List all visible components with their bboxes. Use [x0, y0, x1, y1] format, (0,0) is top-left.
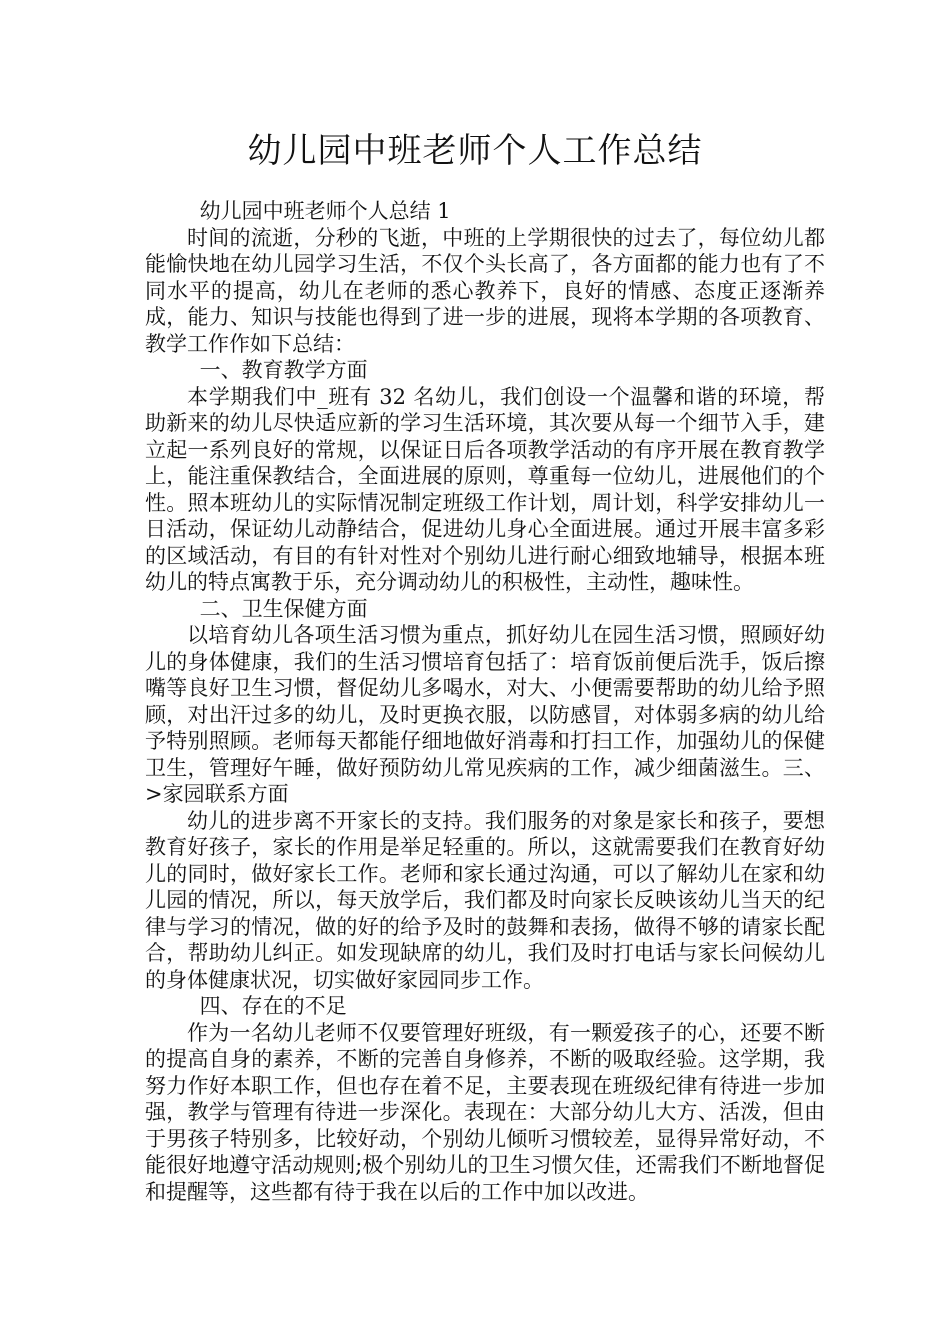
paragraph-health: 以培育幼儿各项生活习惯为重点，抓好幼儿在园生活习惯，照顾好幼儿的身体健康，我们的生活习惯培育包括了：培育饭前便后洗手，饭后擦嘴等良好卫生习惯，督促幼儿多喝水，对大、小便需要帮助的幼儿给予照顾，对出汗过多的幼儿，及时更换衣服，以防感冒，对体弱多病的幼儿给予特别照顾。老师每天都能仔细地做好消毒和打扫工作，加强幼儿的保健卫生，管理好午睡，做好预防幼儿常见疾病的工作，减少细菌滋生。三、>家园联系方面 [145, 623, 825, 806]
paragraph-family: 幼儿的进步离不开家长的支持。我们服务的对象是家长和孩子，要想教育好孩子，家长的作用是举足轻重的。所以，这就需要我们在教育好幼儿的同时，做好家长工作。老师和家长通过沟通，可以了解幼儿在家和幼儿园的情况，所以，每天放学后，我们都及时向家长反映该幼儿当天的纪律与学习的情况，做的好的给予及时的鼓舞和表扬，做得不够的请家长配合，帮助幼儿纠正。如发现缺席的幼儿，我们及时打电话与家长问候幼儿的身体健康状况，切实做好家园同步工作。 [145, 808, 825, 992]
document-body [145, 198, 825, 1205]
paragraph-teaching: 本学期我们中_班有 32 名幼儿，我们创设一个温馨和谐的环境，帮助新来的幼儿尽快适应新的学习生活环境，其次要从每一个细节入手，建立起一系列良好的常规，以保证日后各项教学活动的有序开展在教育教学上，能注重保教结合，全面进展的原则，尊重每一位幼儿，进展他们的个性。照本班幼儿的实际情况制定班级工作计划，周计划，科学安排幼儿一日活动，保证幼儿动静结合，促进幼儿身心全面进展。通过开展丰富多彩的区域活动，有目的有针对性对个别幼儿进行耐心细致地辅导，根据本班幼儿的特点寓教于乐，充分调动幼儿的积极性，主动性，趣味性。 [145, 384, 825, 594]
section-heading-shortcomings: 四、存在的不足 [199, 994, 347, 1018]
paragraph-intro: 时间的流逝，分秒的飞逝，中班的上学期很快的过去了，每位幼儿都能愉快地在幼儿园学习生活，不仅个头长高了，各方面都的能力也有了不同水平的提高，幼儿在老师的悉心教养下，良好的情感、态度正逐渐养成，能力、知识与技能也得到了进一步的进展，现将本学期的各项教育、教学工作作如下总结： [145, 225, 825, 356]
section-subtitle: 幼儿园中班老师个人总结 1 [199, 199, 451, 223]
section-heading-teaching: 一、教育教学方面 [199, 358, 368, 382]
paragraph-shortcomings: 作为一名幼儿老师不仅要管理好班级，有一颗爱孩子的心，还要不断的提高自身的素养，不断的完善自身修养，不断的吸取经验。这学期，我努力作好本职工作，但也存在着不足，主要表现在班级纪律有待进一步加强，教学与管理有待进一步深化。表现在：大部分幼儿大方、活泼，但由于男孩子特别多，比较好动，个别幼儿倾听习惯较差，显得异常好动，不能很好地遵守活动规则;极个别幼儿的卫生习惯欠佳，还需我们不断地督促和提醒等，这些都有待于我在以后的工作中加以改进。 [145, 1020, 825, 1204]
document-title: 幼儿园中班老师个人工作总结 [247, 131, 703, 171]
section-heading-health: 二、卫生保健方面 [199, 596, 368, 621]
